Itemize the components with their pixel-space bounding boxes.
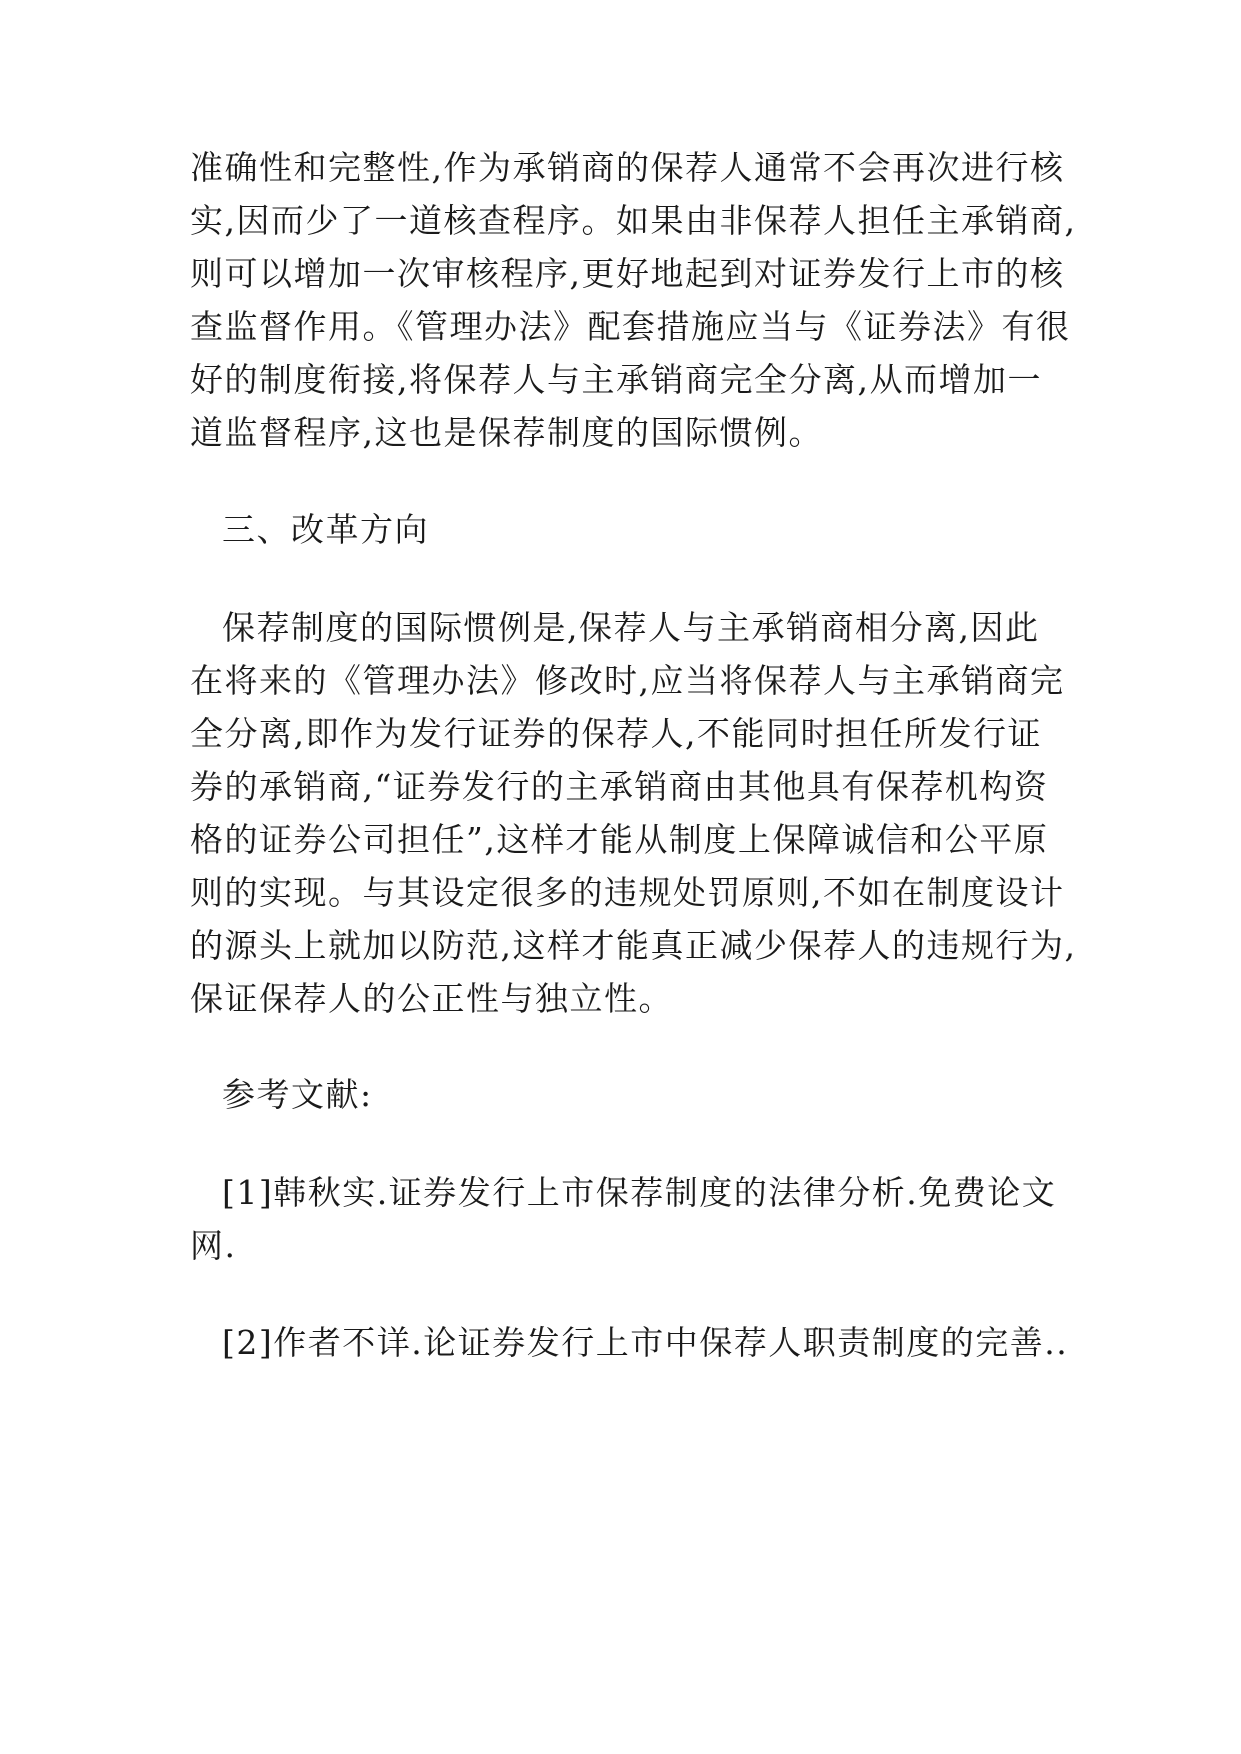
paragraph-1-line: 道监督程序,这也是保荐制度的国际惯例。: [190, 413, 823, 452]
section-heading: 三、改革方向: [222, 510, 429, 549]
paragraph-2-line: 格的证券公司担任”,这样才能从制度上保障诚信和公平原: [190, 820, 1049, 859]
paragraph-2-line: 在将来的《管理办法》修改时,应当将保荐人与主承销商完: [190, 661, 1065, 700]
paragraph-2-line: 保荐制度的国际惯例是,保荐人与主承销商相分离,因此: [222, 608, 1040, 647]
paragraph-2-line: 全分离,即作为发行证券的保荐人,不能同时担任所发行证: [190, 714, 1042, 753]
references-heading: 参考文献:: [222, 1075, 373, 1114]
paragraph-2-line: 券的承销商,“证券发行的主承销商由其他具有保荐机构资: [190, 767, 1049, 806]
paragraph-2-line: 则的实现。与其设定很多的违规处罚原则,不如在制度设计: [190, 873, 1065, 912]
paragraph-2-line: 的源头上就加以防范,这样才能真正减少保荐人的违规行为,: [190, 926, 1077, 965]
reference-item-1-continuation: 网.: [190, 1226, 237, 1265]
paragraph-1-line: 实,因而少了一道核查程序。如果由非保荐人担任主承销商,: [190, 201, 1077, 240]
paragraph-2-line: 保证保荐人的公正性与独立性。: [190, 979, 673, 1018]
reference-item-2: [2]作者不详.论证券发行上市中保荐人职责制度的完善..: [222, 1323, 1069, 1362]
paragraph-1-line: 则可以增加一次审核程序,更好地起到对证券发行上市的核: [190, 254, 1065, 293]
reference-item-1: [1]韩秋实.证券发行上市保荐制度的法律分析.免费论文: [222, 1173, 1057, 1212]
paragraph-1-line: 准确性和完整性,作为承销商的保荐人通常不会再次进行核: [190, 148, 1065, 187]
paragraph-1-line: 好的制度衔接,将保荐人与主承销商完全分离,从而增加一: [190, 360, 1042, 399]
paragraph-1-line: 查监督作用。《管理办法》配套措施应当与《证券法》有很: [190, 307, 1071, 346]
